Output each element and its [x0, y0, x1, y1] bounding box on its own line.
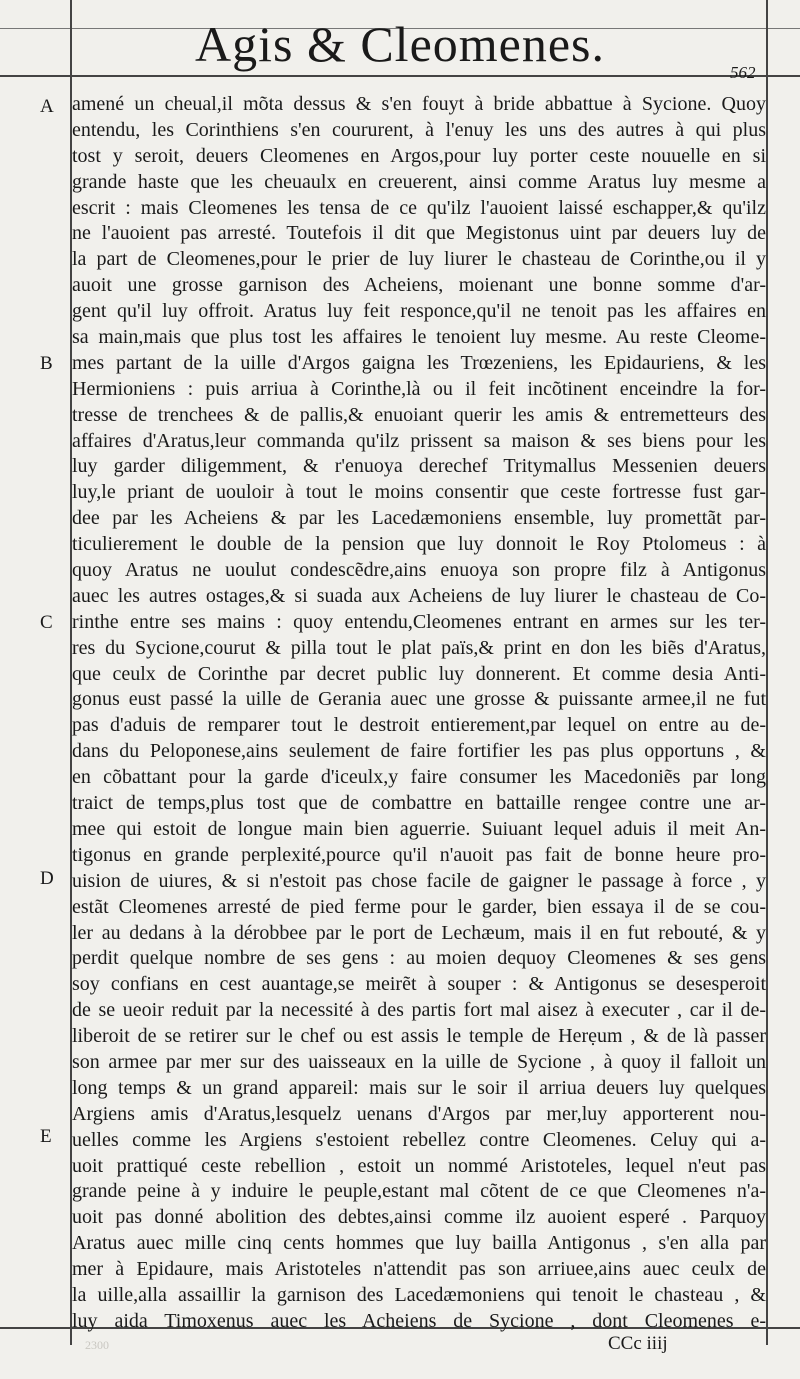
text-line: dee par les Acheiens & par les Lacedæmoniens ensemble, luy promettãt par-: [72, 507, 766, 530]
header-rule: [0, 75, 800, 77]
text-line: escrit : mais Cleomenes les tensa de ce qu'ilz l'auoient laissé eschapper,& qu'ilz: [72, 196, 766, 219]
text-line: de se ueoir reduit par la necessité à des partis fort mal aisez à executer , car il de-: [72, 999, 766, 1022]
text-line: uoit prattiqué ceste rebellion , estoit un nommé Aristoteles, lequel n'eut pas: [72, 1154, 766, 1177]
text-line: la part de Cleomenes,pour le prier de luy liurer le chasteau de Corinthe,ou il y: [72, 248, 766, 271]
margin-letter: C: [40, 612, 53, 633]
text-line: tost y seroit, deuers Cleomenes en Argos,pour luy porter ceste nouuelle en si: [72, 144, 766, 167]
text-line: long temps & un grand appareil: mais sur le soir il arriua deuers luy quelques: [72, 1076, 766, 1099]
text-line: soy confians en cest auantage,se meirẽt à souper : & Antigonus se desesperoit: [72, 973, 766, 996]
text-line: quoy Aratus ne uoulut condescẽdre,ains enuoya son propre filz à Antigonus: [72, 559, 766, 582]
text-line: pas d'aduis de remparer tout le destroit entierement,par lequel on entre au de-: [72, 714, 766, 737]
margin-letter: D: [40, 868, 54, 889]
text-line: auec les autres ostages,& si suada aux Acheiens de luy liurer le chasteau de Co-: [72, 584, 766, 607]
faint-mark: 2300: [85, 1338, 109, 1352]
text-line: Aratus auec mille cinq cents hommes que luy bailla Antigonus , s'en alla par: [72, 1232, 766, 1255]
text-line: mee qui estoit de longue main bien aguerrie. Suiuant lequel aduis il meit An-: [72, 817, 766, 840]
text-line: son armee par mer sur des uaisseaux en la uille de Sycione , à quoy il falloit un: [72, 1050, 766, 1073]
text-line: grande peine à y induire le peuple,estant mal cõtent de ce que Cleomenes n'a-: [72, 1180, 766, 1203]
text-line: amené un cheual,il mõta dessus & s'en fouyt à bride abbattue à Sycione. Quoy: [72, 93, 766, 115]
text-line: mer à Epidaure, mais Aristoteles n'attendit pas son arriuee,ains auec ceulx de: [72, 1258, 766, 1281]
page-number: 562: [730, 63, 756, 82]
text-line: ler au dedans à la dérobbee par le port de Lechæum, mais il en fut rebouté, & y: [72, 921, 766, 944]
text-line: en cõbattant pour la garde d'iceulx,y faire consumer les Macedoniẽs par long: [72, 766, 766, 789]
text-line: liberoit de se retirer sur le chef ou est assis le temple de Herẹum , & de là passer: [72, 1025, 766, 1048]
text-line: traict de temps,plus tost que de combattre en battaille rengee contre une ar-: [72, 792, 766, 815]
text-line: tresse de trenchees & de pallis,& enuoiant querir les amis & entremetteurs des: [72, 403, 766, 426]
text-line: estãt Cleomenes arresté de pied ferme pour le garder, bien essaya il de se cou-: [72, 895, 766, 918]
page-title: Agis & Cleomenes.: [194, 16, 606, 72]
text-line: auoit une grosse garnison des Acheiens, moienant une bonne somme d'ar-: [72, 274, 766, 297]
text-line: tigonus en grande perplexité,pource qu'il n'auoit pas fait de bonne heure pro-: [72, 843, 766, 866]
text-line: uelles comme les Argiens s'estoient rebellez contre Cleomenes. Celuy qui a-: [72, 1128, 766, 1151]
text-line: sa main,mais que plus tost les affaires le tenoient luy mesme. Au reste Cleome-: [72, 326, 766, 349]
text-line: luy aida Timoxenus auec les Acheiens de Sycione , dont Cleomenes e-: [72, 1309, 766, 1332]
text-line: rinthe entre ses mains : quoy entendu,Cleomenes entrant en armes sur les ter-: [72, 610, 766, 633]
text-line: gonus eust passé la uille de Gerania auec une grosse & puissante armee,il ne fut: [72, 688, 766, 711]
text-line: grande haste que les cheuaulx en creuerent, ainsi comme Aratus luy mesme a: [72, 170, 766, 193]
margin-letter: E: [40, 1126, 52, 1147]
text-line: uision de uiures, & si n'estoit pas chose facile de gaigner le passage à force , y: [72, 869, 766, 892]
text-line: que ceulx de Corinthe par decret public luy donnerent. Et comme desia Anti-: [72, 662, 766, 685]
text-line: luy garder diligemment, & r'enuoya derechef Tritymallus Messenien deuers: [72, 455, 766, 478]
margin-letter: A: [40, 96, 54, 117]
text-line: uoit pas donné abolition des debtes,ainsi comme ilz auoient esperé . Parquoy: [72, 1206, 766, 1229]
text-line: dans du Peloponese,ains seulement de faire fortifier les pas plus opportuns , &: [72, 740, 766, 763]
body-text: [72, 92, 766, 1335]
margin-letter: B: [40, 353, 53, 374]
text-line: gent qu'il luy offroit. Aratus luy feit responce,qu'il ne tenoit pas les affaires en: [72, 300, 766, 323]
right-margin-rule: [766, 0, 768, 1345]
signature-mark: CCc iiij: [608, 1333, 668, 1354]
text-line: ne l'auoient pas arresté. Toutefois il dit que Megistonus uint par deuers luy de: [72, 222, 766, 245]
text-line: mes partant de la uille d'Argos gaigna les Trœzeniens, les Epidauriens, & les: [72, 351, 766, 374]
text-line: ticulierement le double de la pension que luy donnoit le Roy Ptolomeus : à: [72, 533, 766, 556]
text-line: luy,le priant de uouloir à tout le moins consentir que ceste fortresse fust gar-: [72, 481, 766, 504]
text-line: entendu, les Corinthiens s'en coururent, à l'enuy les uns des autres à qui plus: [72, 118, 766, 141]
text-line: la uille,alla assaillir la garnison des Lacedæmoniens qui tenoit le chasteau , &: [72, 1283, 766, 1306]
text-line: res du Sycione,courut & pilla tout le plat païs,& print en don les biẽs d'Aratus,: [72, 636, 766, 659]
text-line: Hermioniens : puis arriua à Corinthe,là ou il feit incõtinent enceindre la for-: [72, 377, 766, 400]
text-line: perdit quelque nombre de ses gens : au moien dequoy Cleomenes & ses gens: [72, 947, 766, 970]
text-line: Argiens amis d'Aratus,lesquelz uenans d'Argos par mer,luy apporterent nou-: [72, 1102, 766, 1125]
text-line: affaires d'Aratus,leur commanda qu'ilz prissent sa maison & ses biens pour les: [72, 429, 766, 452]
